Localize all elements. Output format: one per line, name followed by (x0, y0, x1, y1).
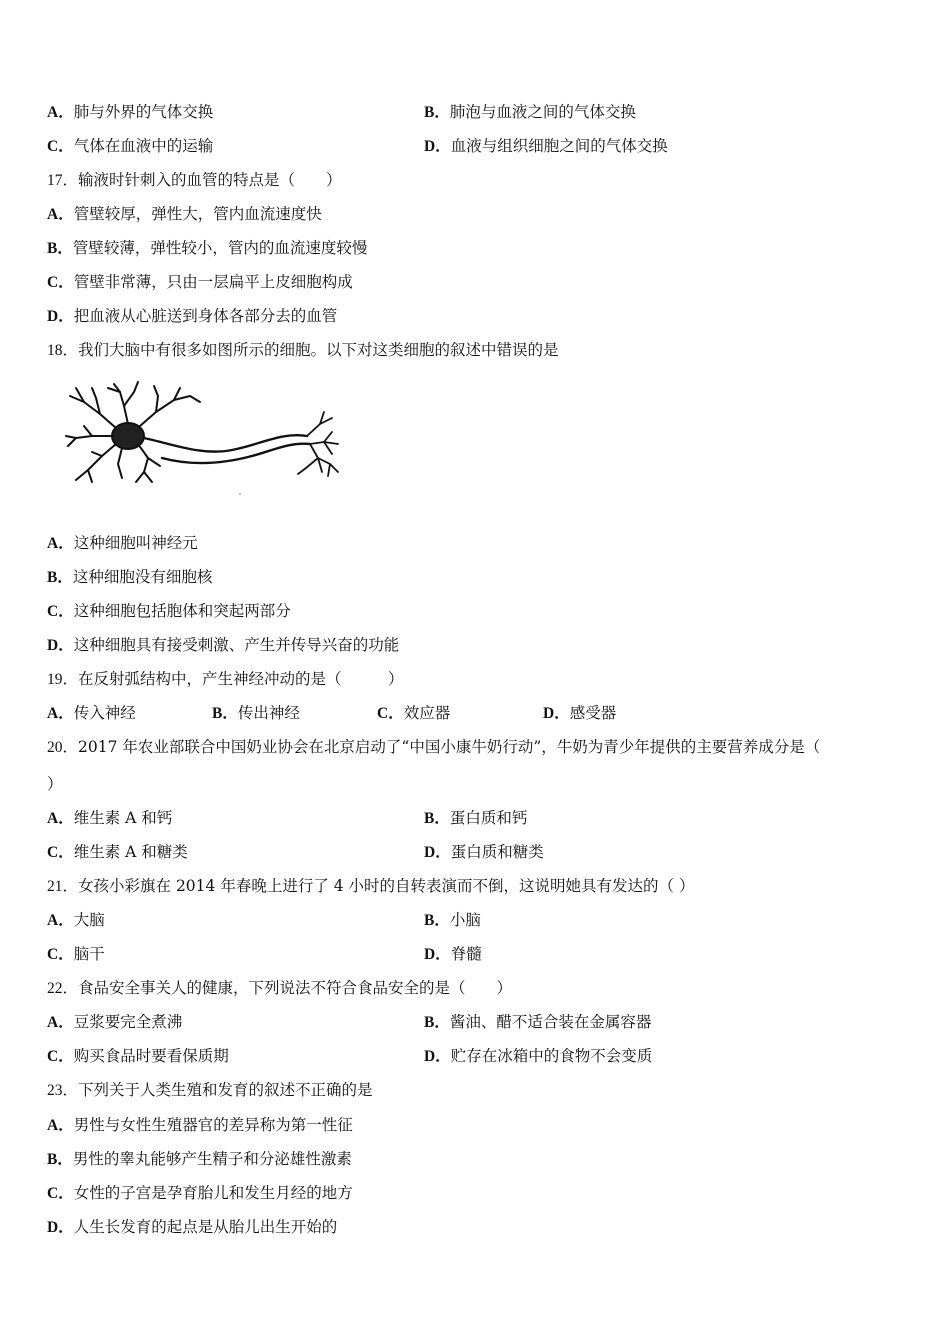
q23-stem: 23．下列关于人类生殖和发育的叙述不正确的是 (47, 1081, 373, 1099)
q20-stem-line-2: ） (47, 775, 63, 793)
q18-option-a[interactable]: A．这种细胞叫神经元 (47, 534, 198, 552)
q16-option-c[interactable]: C．气体在血液中的运输 (47, 137, 214, 155)
q20-stem-line-1: 20．2017 年农业部联合中国奶业协会在北京启动了“中国小康牛奶行动”，牛奶为青少年提供的主要营养成分是（ (47, 738, 821, 756)
neuron-axon-upper (144, 435, 307, 451)
q23-option-a[interactable]: A．男性与女性生殖器官的差异称为第一性征 (47, 1116, 353, 1134)
q22-options-row-2 (47, 1046, 653, 1067)
q20-options-row-1 (47, 808, 528, 829)
q22-option-a[interactable]: A．豆浆要完全煮沸 (47, 1013, 183, 1031)
q22-option-d[interactable]: D．贮存在冰箱中的食物不会变质 (424, 1047, 653, 1065)
q19-option-a[interactable]: A．传入神经 (47, 704, 136, 722)
q23-option-d[interactable]: D．人生长发育的起点是从胎儿出生开始的 (47, 1218, 338, 1236)
q19-option-d[interactable]: D．感受器 (543, 704, 617, 722)
q16-option-d[interactable]: D．血液与组织细胞之间的气体交换 (424, 137, 668, 155)
q17-option-b[interactable]: B．管壁较薄，弹性较小，管内的血流速度较慢 (47, 239, 368, 257)
q19-option-c[interactable]: C．效应器 (377, 704, 451, 722)
q18-option-c[interactable]: C．这种细胞包括胞体和突起两部分 (47, 602, 291, 620)
q22-stem: 22．食品安全事关人的健康，下列说法不符合食品安全的是（ ） (47, 979, 513, 997)
q22-option-b[interactable]: B．酱油、醋不适合装在金属容器 (424, 1013, 652, 1031)
q18-option-b[interactable]: B．这种细胞没有细胞核 (47, 568, 213, 586)
q16-option-b[interactable]: B．肺泡与血液之间的气体交换 (424, 103, 636, 121)
q17-option-c[interactable]: C．管壁非常薄，只由一层扁平上皮细胞构成 (47, 273, 353, 291)
q16-option-a[interactable]: A．肺与外界的气体交换 (47, 103, 214, 121)
q20-option-d[interactable]: D．蛋白质和糖类 (424, 843, 544, 861)
q20-option-b[interactable]: B．蛋白质和钙 (424, 809, 528, 827)
q17-option-a[interactable]: A．管壁较厚，弹性大，管内血流速度快 (47, 205, 322, 223)
q21-stem: 21．女孩小彩旗在 2014 年春晚上进行了 4 小时的自转表演而不倒，这说明她具有发达的（ ） (47, 877, 695, 895)
q17-stem: 17．输液时针刺入的血管的特点是（ ） (47, 171, 342, 189)
q23-option-b[interactable]: B．男性的睾丸能够产生精子和分泌雄性激素 (47, 1150, 352, 1168)
q20-option-a[interactable]: A．维生素 A 和钙 (47, 809, 173, 827)
q20-options-row-2 (47, 842, 544, 863)
q21-option-d[interactable]: D．脊髓 (424, 945, 482, 963)
q21-options-row-1 (47, 910, 481, 931)
q23-option-c[interactable]: C．女性的子宫是孕育胎儿和发生月经的地方 (47, 1184, 353, 1202)
q21-options-row-2 (47, 944, 482, 965)
q20-option-c[interactable]: C．维生素 A 和糖类 (47, 843, 188, 861)
q17-option-d[interactable]: D．把血液从心脏送到身体各部分去的血管 (47, 307, 338, 325)
q22-option-c[interactable]: C．购买食品时要看保质期 (47, 1047, 229, 1065)
q19-option-b[interactable]: B．传出神经 (212, 704, 300, 722)
q19-stem: 19．在反射弧结构中，产生神经冲动的是（ ） (47, 670, 404, 688)
q16-options-row-2 (47, 136, 668, 157)
q18-stem: 18．我们大脑中有很多如图所示的细胞。以下对这类细胞的叙述中错误的是 (47, 341, 559, 359)
q18-option-d[interactable]: D．这种细胞具有接受刺激、产生并传导兴奋的功能 (47, 636, 400, 654)
q16-options-row-1 (47, 102, 636, 123)
neuron-figure (62, 378, 347, 498)
q21-option-c[interactable]: C．脑干 (47, 945, 105, 963)
q21-option-a[interactable]: A．大脑 (47, 911, 105, 929)
q22-options-row-1 (47, 1012, 652, 1033)
q21-option-b[interactable]: B．小脑 (424, 911, 481, 929)
